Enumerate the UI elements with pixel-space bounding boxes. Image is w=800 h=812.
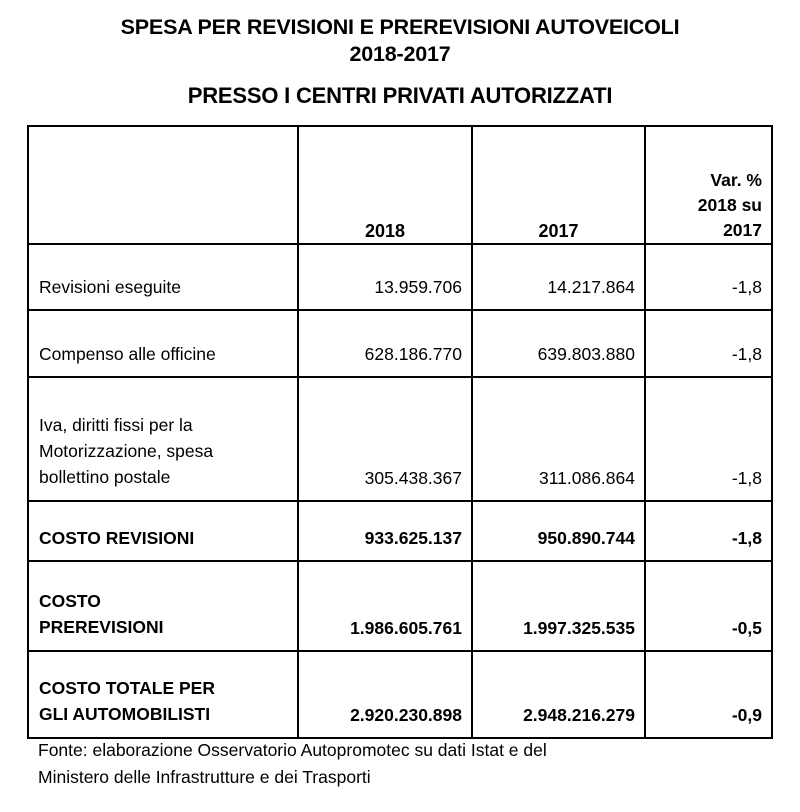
row-label-line-2: GLI AUTOMOBILISTI <box>39 704 211 724</box>
row-value-variation: -0,9 <box>731 705 762 725</box>
header-label-variation <box>646 157 771 243</box>
header-cell-2018 <box>298 126 472 244</box>
row-value-variation-cell <box>645 651 772 738</box>
row-label <box>29 588 297 650</box>
row-value-variation-cell <box>645 310 772 377</box>
header-variation-line-1: Var. % <box>710 170 762 190</box>
row-label-cell <box>28 377 298 501</box>
page-subtitle: PRESSO I CENTRI PRIVATI AUTORIZZATI <box>187 83 613 108</box>
table-row <box>28 310 772 377</box>
source-note <box>38 737 778 791</box>
row-label-line-1: COSTO TOTALE PER <box>39 678 215 698</box>
row-value-2017: 639.803.880 <box>537 344 635 364</box>
spesa-revisioni-table <box>27 125 773 739</box>
header-label-empty <box>29 127 297 243</box>
row-value-variation-cell <box>645 377 772 501</box>
row-value-2017-cell <box>472 377 645 501</box>
row-label-line-2: Motorizzazione, spesa <box>39 441 214 461</box>
row-value-2018-cell <box>298 651 472 738</box>
row-value-2018: 1.986.605.761 <box>350 618 462 638</box>
row-value-2018: 2.920.230.898 <box>350 705 462 725</box>
header-variation-line-2: 2018 su <box>697 195 762 215</box>
row-value-variation: -1,8 <box>731 344 762 364</box>
row-value-variation-cell <box>645 501 772 561</box>
table-row <box>28 244 772 310</box>
row-label-cell <box>28 244 298 310</box>
row-value-2018: 628.186.770 <box>364 344 462 364</box>
header-cell-label <box>28 126 298 244</box>
row-label-cell <box>28 651 298 738</box>
header-cell-2017 <box>472 126 645 244</box>
row-label-line-2: PREREVISIONI <box>39 617 164 637</box>
row-value-2018-cell <box>298 561 472 651</box>
row-value-variation: -1,8 <box>731 468 762 488</box>
row-value-2017-cell <box>472 310 645 377</box>
row-value-2017-cell <box>472 501 645 561</box>
row-value-2017: 311.086.864 <box>538 468 635 488</box>
source-note-line-2: Ministero delle Infrastrutture e dei Trasporti <box>38 767 371 787</box>
row-value-2018-cell <box>298 244 472 310</box>
row-label: Revisioni eseguite <box>39 277 182 297</box>
table-row-total <box>28 561 772 651</box>
row-label-cell <box>28 561 298 651</box>
table-row-grand-total <box>28 651 772 738</box>
page-title-line-1: SPESA PER REVISIONI E PREREVISIONI AUTOVEICOLI <box>120 15 680 39</box>
header-variation-line-3: 2017 <box>723 220 762 240</box>
header-label-2018: 2018 <box>364 221 406 241</box>
row-label-line-1: COSTO <box>39 591 101 611</box>
row-value-variation: -1,8 <box>731 277 762 297</box>
title-block <box>0 14 800 109</box>
row-value-variation-cell <box>645 561 772 651</box>
row-value-2017-cell <box>472 244 645 310</box>
row-label: Compenso alle officine <box>39 344 216 364</box>
row-value-2018: 305.438.367 <box>364 468 462 488</box>
row-value-variation-cell <box>645 244 772 310</box>
row-value-2018: 933.625.137 <box>364 528 462 548</box>
row-label-line-1: Iva, diritti fissi per la <box>39 415 193 435</box>
row-label: COSTO REVISIONI <box>39 528 195 548</box>
row-value-2018-cell <box>298 501 472 561</box>
header-cell-variation <box>645 126 772 244</box>
row-value-2017: 950.890.744 <box>537 528 635 548</box>
row-value-2017: 14.217.864 <box>547 277 635 297</box>
row-value-2017: 2.948.216.279 <box>523 705 635 725</box>
row-value-2018: 13.959.706 <box>374 277 462 297</box>
row-label-cell <box>28 310 298 377</box>
row-value-2018-cell <box>298 310 472 377</box>
table-header-row <box>28 126 772 244</box>
table-row <box>28 377 772 501</box>
row-label <box>29 412 297 500</box>
row-value-2017: 1.997.325.535 <box>523 618 635 638</box>
page-title-line-2: 2018-2017 <box>349 42 451 66</box>
row-label-line-3: bollettino postale <box>39 467 171 487</box>
row-label <box>29 675 297 737</box>
row-label-cell <box>28 501 298 561</box>
row-value-2017-cell <box>472 561 645 651</box>
table-row-total <box>28 501 772 561</box>
row-value-variation: -1,8 <box>731 528 762 548</box>
row-value-2018-cell <box>298 377 472 501</box>
row-value-variation: -0,5 <box>731 618 762 638</box>
header-label-2017: 2017 <box>538 221 579 241</box>
source-note-line-1: Fonte: elaborazione Osservatorio Autopromotec su dati Istat e del <box>38 740 547 760</box>
row-value-2017-cell <box>472 651 645 738</box>
